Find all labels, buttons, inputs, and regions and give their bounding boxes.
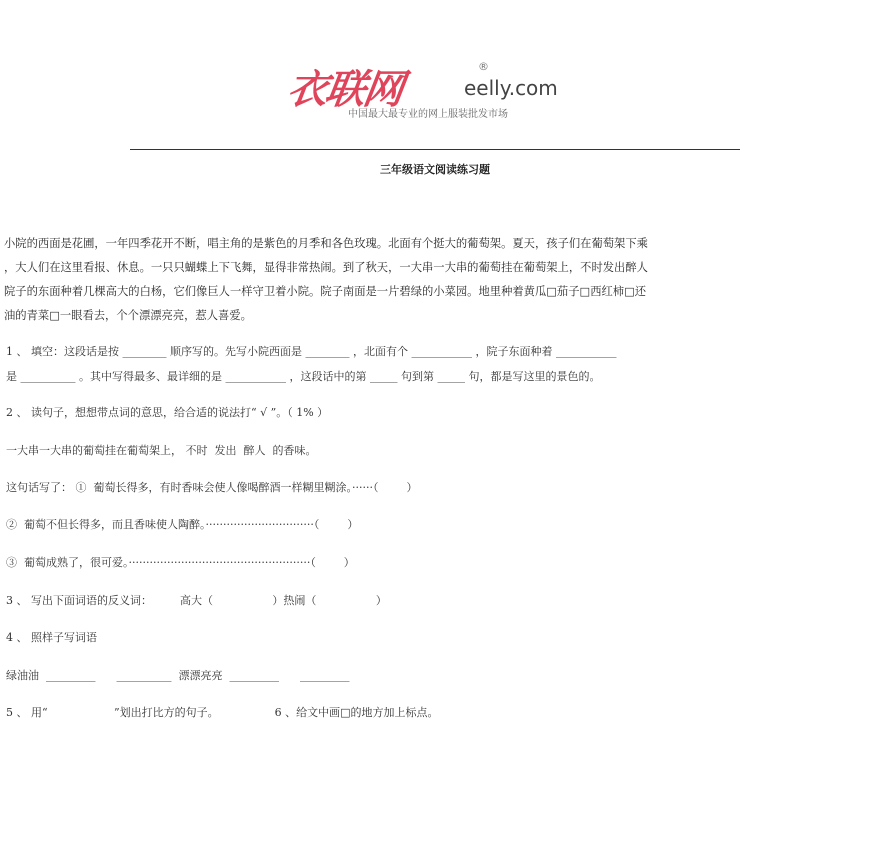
logo-tagline: 中国最大最专业的网上服装批发市场 <box>348 109 508 120</box>
logo-mark: 衣联网 <box>284 66 405 113</box>
passage-line: 小院的西面是花圃，一年四季花开不断，唱主角的是紫色的月季和各色玫瑰。北面有个挺大的葡萄架。夏天，孩子们在葡萄架下乘 <box>4 237 648 250</box>
reading-passage <box>4 232 870 328</box>
question-2-option-1: 这句话写了： ① 葡萄长得多，有时香味会使人像喝醉酒一样糊里糊涂。······（ ） <box>6 481 418 494</box>
question-1-line-1: 1 、 填空：这段话是按 ________ 顺序写的。先写小院西面是 ________ ，北面有个 ___________ ，院子东面种着 ___________ <box>6 345 617 358</box>
passage-line: 油的青菜□一眼看去，个个漂漂亮亮，惹人喜爱。 <box>4 309 252 322</box>
registered-mark: ® <box>478 60 489 73</box>
header-divider <box>130 149 740 150</box>
passage-line: ，大人们在这里看报、休息。一只只蝴蝶上下飞舞，显得非常热闹。到了秋天，一大串一大串的葡萄挂在葡萄架上，不时发出醉人 <box>4 261 648 274</box>
page-title: 三年级语文阅读练习题 <box>380 163 490 176</box>
question-1-line-2: 是 __________ 。其中写得最多、最详细的是 ___________ ，这段话中的第 _____ 句到第 _____ 句，都是写这里的景色的。 <box>6 370 601 383</box>
logo-domain: eelly.com <box>464 76 558 100</box>
questions-5-6: 5 、 用“ ”划出打比方的句子。 6 、给文中画□的地方加上标点。 <box>6 706 439 719</box>
passage-line: 院子的东面种着几棵高大的白杨，它们像巨人一样守卫着小院。院子南面是一片碧绿的小菜园。地里种着黄瓜□茄子□西红柿□还 <box>4 285 647 298</box>
question-4-prompt: 4 、 照样子写词语 <box>6 631 97 644</box>
question-2-sentence: 一大串一大串的葡萄挂在葡萄架上， 不时 发出 醉人 的香味。 <box>6 444 317 457</box>
question-2-option-2: ② 葡萄不但长得多，而且香味使人陶醉。·······························（ ） <box>6 518 359 531</box>
question-4-words: 绿油油 _________ __________ 漂漂亮亮 _________ _________ <box>6 669 350 682</box>
question-3: 3 、 写出下面词语的反义词： 高大（ ）热闹（ ） <box>6 594 387 607</box>
question-2-prompt: 2 、 读句子，想想带点词的意思，给合适的说法打“ √ ”。（ 1% ） <box>6 406 329 419</box>
question-2-option-3: ③ 葡萄成熟了，很可爱。····················································（ ） <box>6 556 355 569</box>
eelly-logo <box>284 58 588 122</box>
